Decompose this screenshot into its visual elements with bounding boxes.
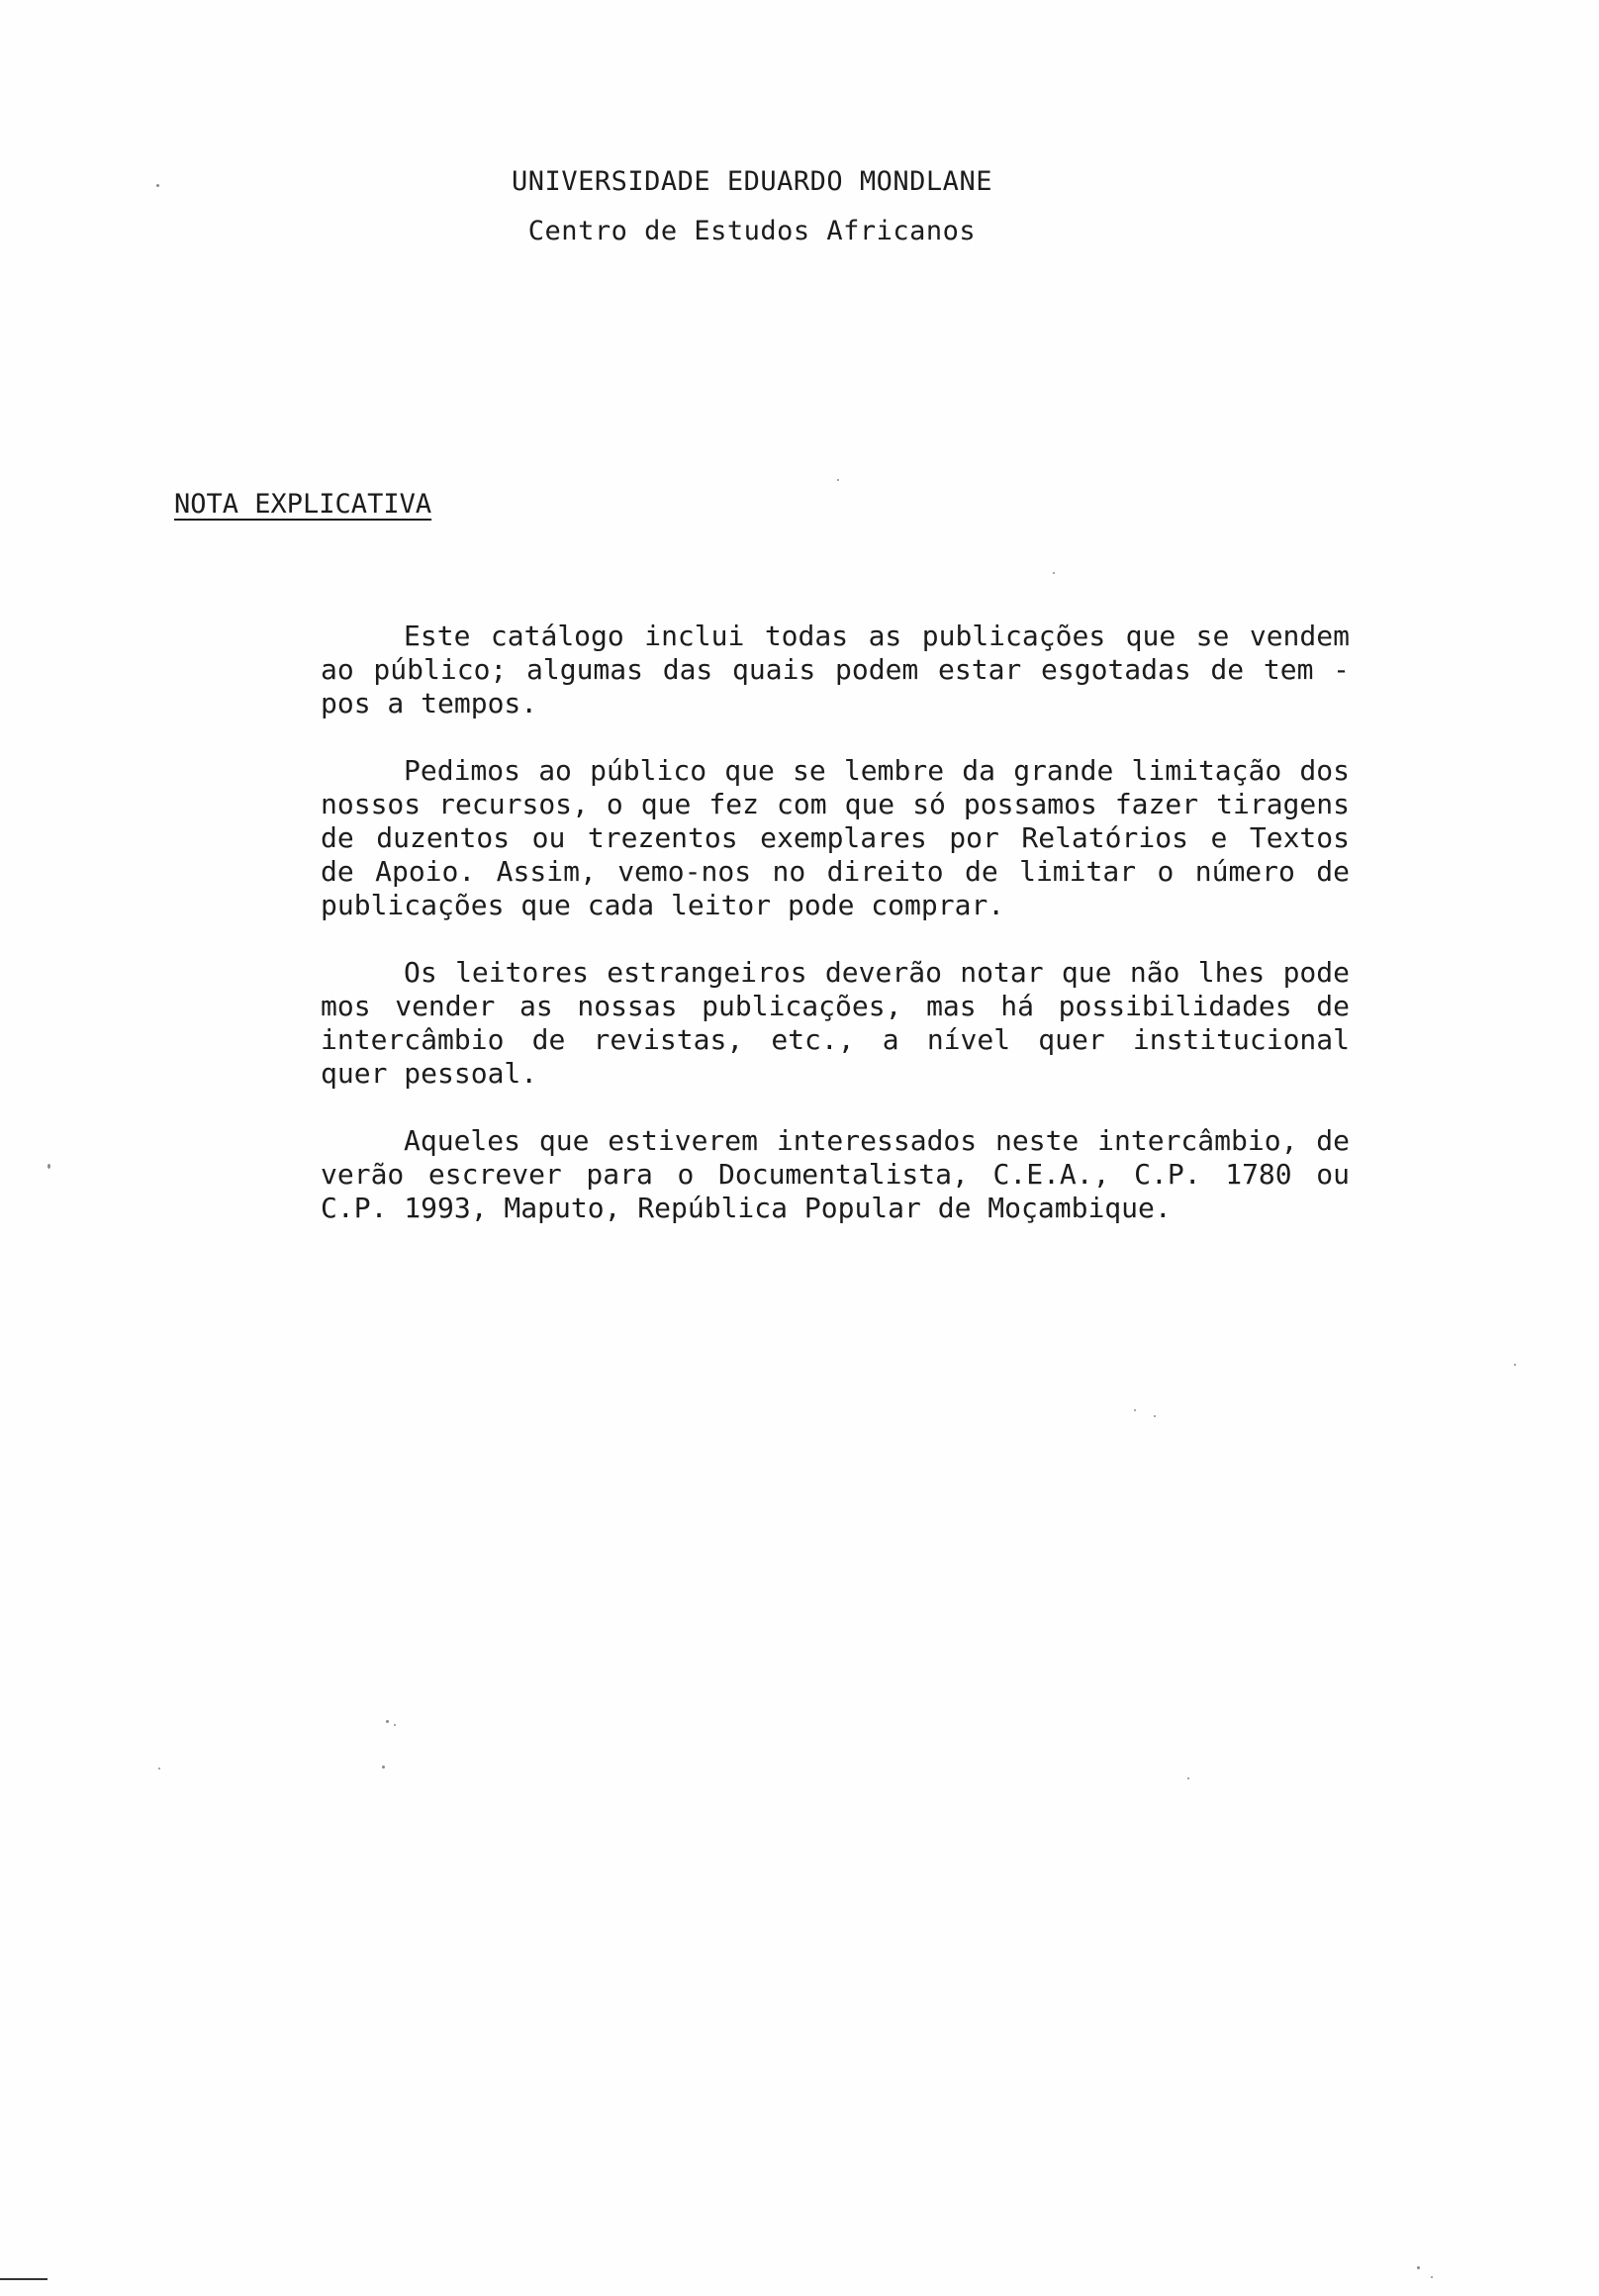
scan-speck	[1134, 1409, 1136, 1411]
paragraph-exchange-contact: Aqueles que estiverem interessados neste intercâmbio, de verão escrever para o Documentalista, C.E.A., C.P. 1780 ou C.P. 1993, Maputo, República Popular de Moçambique.	[321, 1124, 1350, 1224]
scan-edge-mark	[0, 2278, 47, 2280]
paragraph-limitation: Pedimos ao público que se lembre da grande limitação dos nossos recursos, o que fez com que só possamos fazer tiragens de duzentos ou trezentos exemplares por Relatórios e Textos de Apoio. Assim, vemo-nos no direito de limitar o número de publicações que cada leitor pode comprar.	[321, 754, 1350, 921]
scan-speck	[837, 479, 839, 481]
scan-speck	[1514, 1364, 1516, 1366]
scan-speck	[1187, 1777, 1189, 1779]
scan-speck	[1431, 2276, 1433, 2278]
scan-speck	[394, 1724, 396, 1726]
centre-name: Centro de Estudos Africanos	[527, 216, 977, 246]
paragraph-foreign-readers: Os leitores estrangeiros deverão notar que não lhes pode mos vender as nossas publicações, mas há possibilidades de intercâmbio de revistas, etc., a nível quer institucional quer pessoal.	[321, 956, 1350, 1090]
scan-speck	[156, 184, 159, 187]
section-title: NOTA EXPLICATIVA	[174, 489, 432, 520]
scan-speck	[47, 1164, 50, 1169]
paragraph-catalogue: Este catálogo inclui todas as publicações que se vendem ao público; algumas das quais podem estar esgotadas de tem - pos a tempos.	[321, 620, 1350, 719]
scan-speck	[386, 1720, 389, 1723]
scan-speck	[1053, 572, 1055, 574]
scan-speck	[1417, 2266, 1420, 2269]
scan-speck	[158, 1768, 160, 1770]
scan-speck	[382, 1766, 385, 1769]
institution-name: UNIVERSIDADE EDUARDO MONDLANE	[512, 166, 992, 197]
scan-speck	[1154, 1415, 1156, 1417]
